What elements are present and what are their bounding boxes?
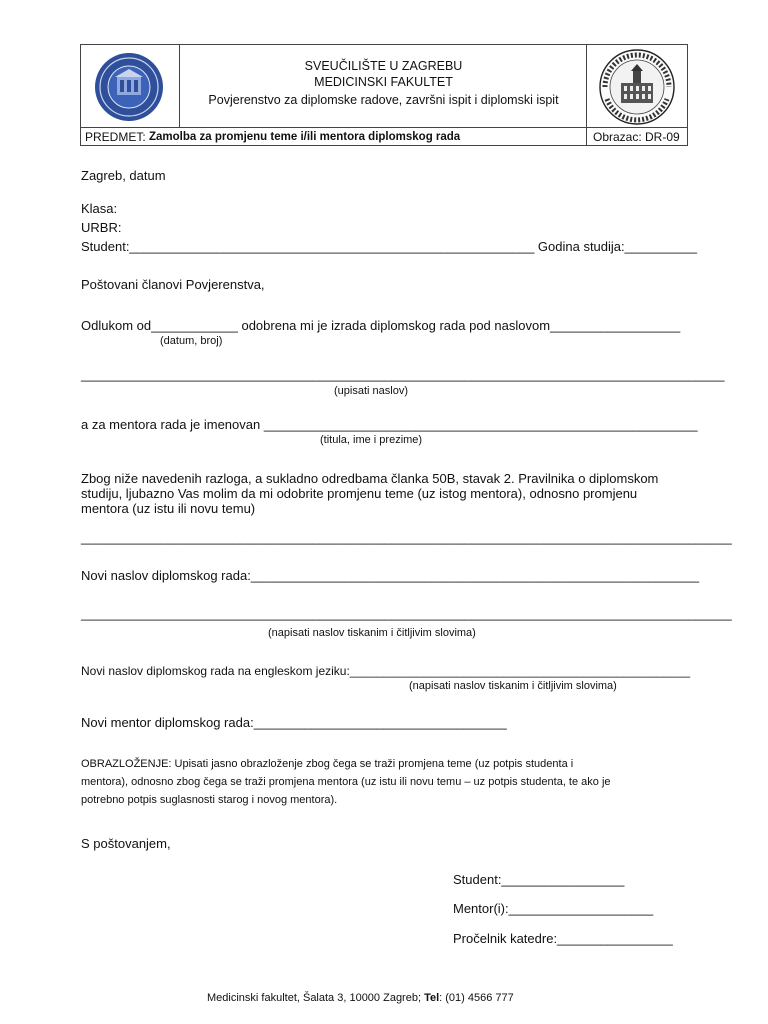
reason-paragraph-line-2: studiju, ljubazno Vas molim da mi odobrite promjenu teme (uz istog mentora), odnosno promjenu — [81, 486, 638, 501]
salutation: Poštovani članovi Povjerenstva, — [81, 277, 265, 292]
explanation-line-1: OBRAZLOŽENJE: Upisati jasno obrazloženje zbog čega se traži promjena teme (uz potpis studenta i — [81, 758, 574, 770]
decision-field-line: Odlukom od____________ odobrena mi je izrada diplomskog rada pod naslovom__________________ — [81, 318, 681, 333]
mentor-hint: (titula, ime i prezime) — [320, 434, 423, 446]
faculty-name: MEDICINSKI FAKULTET — [314, 75, 453, 89]
mentor-field-line: a za mentora rada je imenovan ____________________________________________________________ — [81, 417, 698, 432]
new-title-hint: (napisati naslov tiskanim i čitljivim slovima) — [268, 627, 476, 639]
head-signature-line: Pročelnik katedre:________________ — [453, 931, 673, 946]
subject-text: Zamolba za promjenu teme i/ili mentora diplomskog rada — [149, 131, 461, 143]
new-title-blank-line: __________________________________________________________________________________________ — [81, 606, 732, 621]
new-title-english-field-line: Novi naslov diplomskog rada na engleskom jeziku:___________________________________________________ — [81, 664, 691, 678]
mentor-signature-line: Mentor(i):____________________ — [453, 901, 654, 916]
committee-name: Povjerenstvo za diplomske radove, završni ispit i diplomski ispit — [208, 93, 559, 107]
decision-hint: (datum, broj) — [160, 335, 223, 347]
university-seal-icon — [89, 49, 169, 125]
klasa-label: Klasa: — [81, 201, 118, 216]
thesis-title-line: _________________________________________________________________________________________ — [81, 367, 725, 382]
explanation-line-2: mentora), odnosno zbog čega se traži promjena mentora (uz istu ili novu temu – uz potpis studenta, te ako je — [81, 776, 611, 788]
student-signature-line: Student:_________________ — [453, 872, 625, 887]
faculty-building-seal-icon — [593, 47, 681, 127]
footer — [207, 992, 514, 1004]
urbr-label: URBR: — [81, 220, 122, 235]
new-title-field-line: Novi naslov diplomskog rada:______________________________________________________________ — [81, 568, 700, 583]
reason-paragraph-line-3: mentora (uz istu ili novu temu) — [81, 501, 256, 516]
reason-blank-line: __________________________________________________________________________________________ — [81, 530, 732, 545]
explanation-line-3: potrebno potpis suglasnosti starog i novog mentora). — [81, 794, 338, 806]
student-field-line: Student:________________________________________________________ Godina studija:__________ — [81, 239, 697, 254]
new-title-english-hint: (napisati naslov tiskanim i čitljivim slovima) — [409, 680, 617, 692]
thesis-title-hint: (upisati naslov) — [334, 385, 408, 397]
reason-paragraph-line-1: Zbog niže navedenih razloga, a sukladno odredbama članka 50B, stavak 2. Pravilnika o diplomskom — [81, 471, 659, 486]
footer-tel-label: Tel — [424, 992, 440, 1004]
footer-tel-value: : (01) 4566 777 — [439, 992, 514, 1004]
place-date: Zagreb, datum — [81, 168, 166, 183]
subject-label: PREDMET: — [85, 130, 146, 144]
closing-greeting: S poštovanjem, — [81, 836, 171, 851]
document-header — [80, 44, 688, 146]
form-code: Obrazac: DR-09 — [593, 130, 680, 144]
new-mentor-field-line: Novi mentor diplomskog rada:___________________________________ — [81, 715, 507, 730]
footer-address: Medicinski fakultet, Šalata 3, 10000 Zagreb; — [207, 992, 425, 1004]
university-name: SVEUČILIŠTE U ZAGREBU — [304, 59, 463, 73]
